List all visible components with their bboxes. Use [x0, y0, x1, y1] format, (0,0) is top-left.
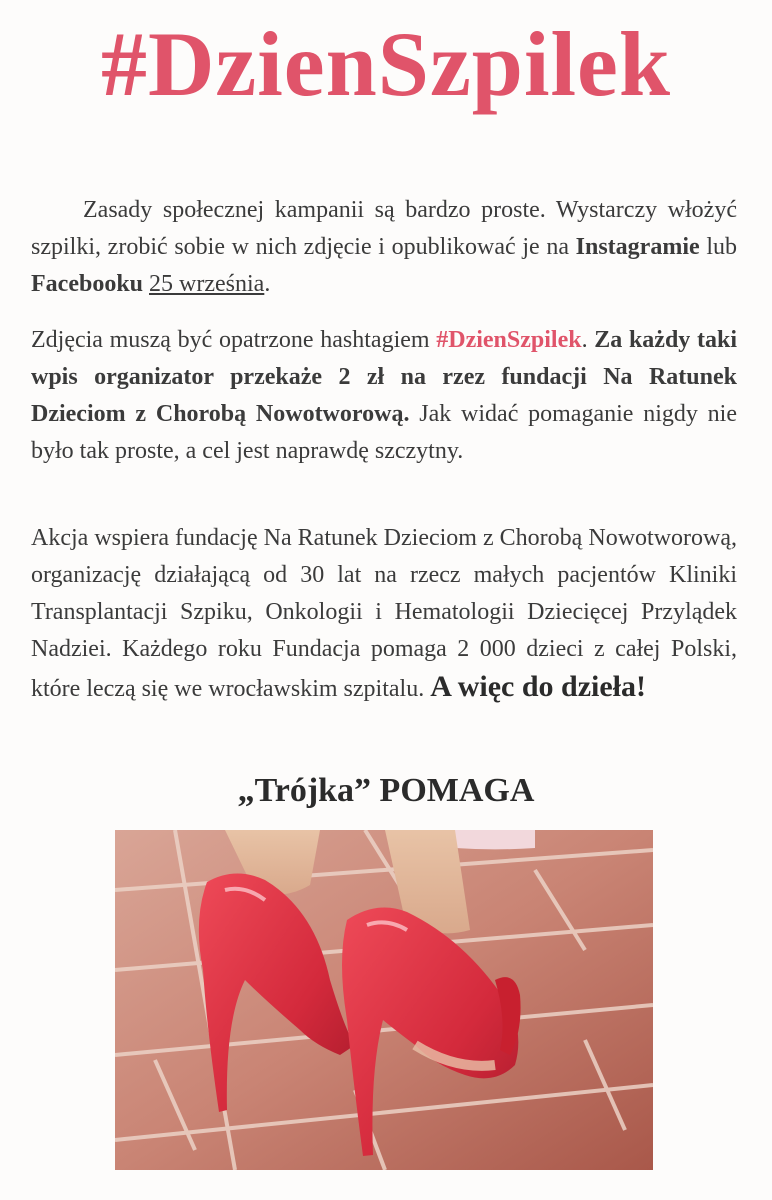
date-text: 25 września: [149, 271, 265, 297]
hashtag-text: #DzienSzpilek: [436, 327, 582, 353]
paragraph-rules: Zasady społecznej kampanii są bardzo proste. Wystarczy włożyć szpilki, zrobić sobie w nich zdjęcie i opublikować je na Instagramie lub Facebooku 25 września.: [31, 197, 737, 297]
paragraph-hashtag: Zdjęcia muszą być opatrzone hashtagiem #DzienSzpilek. Za każdy taki wpis organizator przekaże 2 zł na rzez fundacji Na Ratunek Dzieciom z Chorobą Nowotworową. Jak widać pomaganie nigdy nie było tak proste, a cel jest naprawdę szczytny.: [31, 327, 738, 464]
subtitle: „Trójka” POMAGA: [237, 772, 535, 809]
paragraph-foundation: Akcja wspiera fundację Na Ratunek Dzieciom z Chorobą Nowotworową, organizację działającą od 30 lat na rzecz małych pacjentów Kliniki Transplantacji Szpiku, Onkologii i Hematologii Dziecięcej Przylądek Nadziei. Każdego roku Fundacja pomaga 2 000 dzieci z całej Polski, które leczą się we wrocławskim szpitalu. A więc do dzieła!: [31, 525, 737, 703]
facebook-text: Facebooku: [31, 271, 144, 297]
high-heels-illustration: [115, 830, 653, 1170]
instagram-text: Instagramie: [575, 234, 700, 260]
donation-text: Za każdy taki wpis organizator przekaże 2 zł na rzez fundacji Na Ratunek Dzieciom z Chorobą Nowotworową.: [31, 327, 737, 427]
closing-text: A więc do dzieła!: [430, 670, 646, 703]
red-high-heels-photo: [115, 830, 653, 1170]
page-title: #DzienSzpilek: [100, 13, 672, 115]
